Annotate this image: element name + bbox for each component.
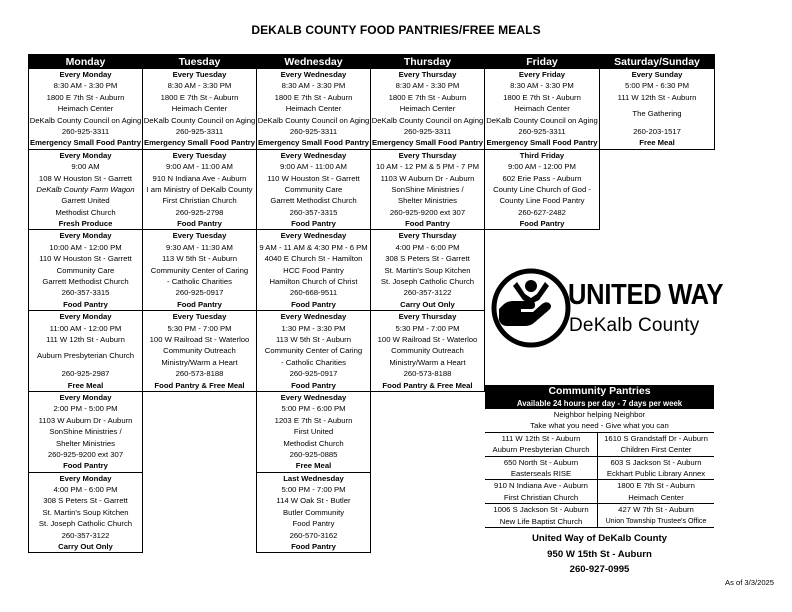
listing-address: 4040 E Church St - Hamilton (264, 254, 363, 264)
listing-address: 100 W Railroad St - Waterloo (149, 335, 250, 344)
listing-site: Auburn Presbyterian Church (37, 351, 134, 361)
listing-type: Food Pantry (291, 380, 336, 390)
listing-address: 1800 E 7th St - Auburn (160, 92, 239, 102)
listing-cell (371, 311, 485, 392)
listing-cell (257, 230, 371, 311)
listing-org: Ministry/Warm a Heart (389, 357, 466, 367)
listing-site: Community Outreach (391, 346, 464, 356)
listing-cell (485, 69, 600, 150)
community-location (598, 480, 714, 504)
community-location (598, 457, 714, 481)
listing-address: 100 W Railroad St - Waterloo (377, 335, 478, 344)
listing-site: First United (293, 427, 334, 437)
listing-type: Free Meal (639, 138, 675, 148)
listing-type: Emergency Small Food Pantry (486, 138, 598, 148)
empty-cell (143, 472, 257, 553)
listing-org: DeKalb County Council on Aging (257, 115, 370, 125)
listing-site: Heimach Center (285, 104, 342, 114)
listing-cell (257, 391, 371, 472)
listing-day: Every Thursday (398, 231, 457, 241)
day-header: Tuesday (143, 55, 257, 69)
listing-site: Butler Community (282, 507, 345, 517)
listing-time: 8:30 AM - 3:30 PM (510, 81, 574, 91)
community-location (485, 480, 598, 504)
location-site: New Life Baptist Church (499, 516, 583, 526)
listing-site: St. Martin's Soup Kitchen (384, 265, 471, 275)
listing-org: Methodist Church (55, 207, 116, 217)
listing-time: 4:00 PM - 6:00 PM (53, 485, 118, 495)
community-location (598, 433, 714, 457)
listing-cell (371, 149, 485, 230)
location-site: Children First Center (620, 445, 692, 455)
listing-address: 114 W Oak St - Butler (276, 496, 351, 506)
listing-address: 1203 E 7th St - Auburn (274, 415, 353, 425)
listing-time: 5:30 PM - 7:00 PM (167, 323, 232, 333)
listing-org: St. Joseph Catholic Church (38, 519, 133, 529)
listing-address: 308 S Peters St - Garrett (43, 496, 128, 506)
listing-org: Shelter Ministries (398, 196, 457, 206)
location-site: Eckhart Public Library Annex (606, 468, 706, 478)
listing-time: 9 AM - 11 AM & 4:30 PM - 6 PM (259, 242, 368, 252)
listing-cell (257, 472, 371, 553)
location-address: 427 W 7th St - Auburn (618, 505, 694, 515)
location-address: 603 S Jackson St - Auburn (610, 457, 702, 467)
listing-address: 910 N Indiana Ave - Auburn (152, 173, 247, 183)
listing-phone: 260-925-9200 ext 307 (389, 207, 466, 217)
listing-org: County Line Food Pantry (499, 196, 585, 206)
listing-cell (29, 391, 143, 472)
listing-org: Garrett Methodist Church (42, 277, 129, 287)
listing-org: Garrett United (61, 196, 110, 206)
listing-type: Food Pantry & Free Meal (154, 380, 245, 390)
listing-phone: 260-357-3315 (289, 207, 338, 217)
listing-phone: 260-357-3315 (61, 288, 110, 298)
listing-time: 8:30 AM - 3:30 PM (395, 81, 460, 91)
day-header: Monday (29, 55, 143, 69)
listing-site: SonShine Ministries / (391, 184, 464, 194)
listing-day: Every Wednesday (280, 312, 347, 322)
listing-site: Heimach Center (171, 104, 228, 114)
listing-day: Every Wednesday (280, 70, 347, 79)
schedule-row (29, 69, 715, 150)
location-address: 111 W 12th St - Auburn (501, 433, 581, 443)
listing-cell (257, 311, 371, 392)
listing-time: 1:30 PM - 3:30 PM (281, 323, 346, 333)
listing-address: 308 S Peters St - Garrett (385, 254, 470, 264)
listing-day: Every Tuesday (172, 312, 227, 322)
contact-block (485, 531, 714, 578)
location-address: 1006 S Jackson St - Auburn (493, 505, 589, 515)
listing-phone: 260-573-8188 (403, 369, 452, 379)
listing-type: Emergency Small Food Pantry (29, 138, 142, 148)
location-site: Heimach Center (628, 492, 684, 502)
listing-day: Every Monday (59, 150, 112, 160)
location-address: 650 North St - Auburn (503, 457, 579, 467)
listing-phone: 260-925-3311 (403, 126, 452, 136)
listing-type: Food Pantry (519, 219, 565, 229)
listing-phone: 260-357-3122 (403, 288, 452, 298)
listing-address: 110 W Houston St - Garrett (39, 254, 132, 264)
listing-address: 1103 W Auburn Dr - Auburn (380, 173, 475, 183)
listing-day: Every Tuesday (172, 150, 227, 160)
community-header (485, 385, 714, 409)
listing-time: 9:00 AM - 11:00 AM (280, 162, 347, 172)
listing-site: SonShine Ministries / (49, 427, 122, 437)
listing-phone: 260-925-2798 (175, 207, 224, 217)
listing-org: DeKalb County Council on Aging (29, 115, 142, 125)
listing-phone: 260-573-8188 (175, 369, 224, 379)
listing-phone: 260-925-3311 (175, 126, 224, 136)
listing-day: Every Wednesday (280, 392, 347, 402)
listing-address: 602 Erie Pass - Auburn (502, 173, 582, 183)
location-site: Union Township Trustee's Office (605, 516, 707, 525)
day-header: Friday (485, 55, 600, 69)
listing-time: 9:00 AM - 11:00 AM (166, 162, 233, 172)
listing-type: Fresh Produce (58, 219, 113, 229)
listing-time: 8:30 AM - 3:30 PM (53, 81, 118, 91)
empty-cell (371, 472, 485, 553)
listing-time: 11:00 AM - 12:00 PM (49, 323, 122, 333)
listing-cell (257, 149, 371, 230)
logo-subtitle: DeKalb County (569, 315, 700, 336)
listing-type: Food Pantry (291, 542, 336, 552)
listing-site: Community Care (56, 265, 115, 275)
empty-cell (143, 391, 257, 472)
listing-address: 108 W Houston St - Garrett (38, 173, 133, 183)
location-site: Easterseals RISE (510, 468, 572, 478)
listing-phone: 260-925-3311 (61, 126, 110, 136)
listing-phone: 260-925-2987 (61, 369, 110, 379)
community-intro: Neighbor helping Neighbor (553, 410, 646, 419)
listing-type: Carry Out Only (400, 299, 455, 309)
listing-cell (29, 311, 143, 392)
listing-cell (485, 149, 600, 230)
listing-address: 1103 W Auburn Dr - Auburn (38, 415, 133, 425)
listing-address: 1800 E 7th St - Auburn (46, 92, 125, 102)
listing-type: Food Pantry (177, 299, 222, 309)
listing-type: Food Pantry (63, 299, 108, 309)
location-address: 910 N Indiana Ave - Auburn (494, 481, 588, 491)
day-header-row (29, 55, 715, 69)
listing-address: 113 W 5th St - Auburn (275, 335, 352, 344)
listing-site: Heimach Center (57, 104, 114, 114)
listing-site: DeKalb County Farm Wagon (36, 184, 135, 194)
listing-org: Food Pantry (292, 519, 335, 529)
listing-time: 9:30 AM - 11:30 AM (166, 242, 233, 252)
listing-type: Food Pantry & Free Meal (382, 380, 473, 390)
listing-phone: 260-925-0917 (175, 288, 224, 298)
listing-time: 2:00 PM - 5:00 PM (53, 404, 118, 414)
location-site: First Christian Church (503, 492, 579, 502)
listing-address: 113 W 5th St - Auburn (161, 254, 238, 264)
listing-site: St. Martin's Soup Kitchen (42, 507, 129, 517)
listing-org: - Catholic Charities (281, 357, 346, 367)
listing-cell (29, 472, 143, 553)
listing-address: 1800 E 7th St - Auburn (503, 92, 581, 102)
listing-site: I am Ministry of DeKalb County (146, 184, 253, 194)
listing-day: Every Monday (59, 312, 112, 322)
listing-cell (143, 69, 257, 150)
listing-org: DeKalb County Council on Aging (143, 115, 256, 125)
listing-time: 10:00 AM - 12:00 PM (49, 242, 122, 252)
listing-cell (143, 149, 257, 230)
listing-address: 1800 E 7th St - Auburn (274, 92, 353, 102)
listing-day: Every Tuesday (172, 70, 227, 79)
listing-phone: 260-203-1517 (633, 126, 681, 136)
listing-phone: 260-357-3122 (61, 530, 110, 540)
listing-type: Free Meal (295, 461, 332, 471)
logo-name: UNITED WAY (568, 279, 724, 311)
listing-org: Hamilton Church of Christ (269, 277, 358, 287)
listing-cell (29, 149, 143, 230)
listing-time: 5:00 PM - 6:00 PM (281, 404, 346, 414)
listing-day: Every Monday (59, 392, 112, 402)
day-header: Thursday (371, 55, 485, 69)
listing-time: 4:00 PM - 6:00 PM (395, 242, 460, 252)
as-of-date: As of 3/3/2025 (725, 578, 774, 587)
listing-cell (143, 230, 257, 311)
location-address: 1610 S Grandstaff Dr - Auburn (604, 433, 708, 443)
listing-site: The Gathering (632, 109, 682, 119)
day-header: Saturday/Sunday (600, 55, 715, 69)
listing-type: Emergency Small Food Pantry (257, 138, 370, 148)
listing-day: Every Thursday (398, 70, 457, 79)
listing-type: Carry Out Only (58, 542, 113, 552)
listing-cell (600, 69, 715, 150)
community-location (485, 433, 598, 457)
community-intro: Take what you need - Give what you can (530, 421, 669, 431)
listing-day: Every Friday (518, 70, 566, 79)
day-header: Wednesday (257, 55, 371, 69)
listing-day: Third Friday (519, 150, 565, 160)
schedule-row (29, 149, 715, 230)
listing-phone: 260-925-0885 (289, 449, 338, 459)
listing-org: Garrett Methodist Church (270, 196, 357, 206)
listing-day: Every Tuesday (172, 231, 227, 241)
listing-org: Methodist Church (283, 438, 344, 448)
listing-cell (29, 69, 143, 150)
listing-phone: 260-925-0917 (289, 369, 338, 379)
listing-day: Last Wednesday (283, 473, 344, 483)
listing-org: - Catholic Charities (167, 277, 232, 287)
listing-cell (29, 230, 143, 311)
listing-time: 5:00 PM - 6:30 PM (624, 81, 690, 91)
empty-cell (600, 149, 715, 230)
listing-phone: 260-668-9511 (289, 288, 338, 298)
listing-phone: 260-925-3311 (518, 126, 566, 136)
listing-type: Food Pantry (405, 219, 450, 229)
listing-site: HCC Food Pantry (283, 265, 344, 275)
listing-address: 1800 E 7th St - Auburn (388, 92, 467, 102)
listing-org: DeKalb County Council on Aging (486, 115, 598, 125)
listing-time: 8:30 AM - 3:30 PM (167, 81, 232, 91)
listing-org: First Christian Church (162, 196, 237, 206)
community-pantries-panel (485, 385, 714, 528)
listing-address: 111 W 12th St - Auburn (617, 92, 697, 102)
listing-phone: 260-925-9200 ext 307 (47, 449, 124, 459)
listing-day: Every Thursday (398, 312, 457, 322)
community-location (598, 504, 714, 528)
listing-day: Every Wednesday (280, 231, 347, 241)
listing-site: Community Care (284, 184, 343, 194)
listing-phone: 260-570-3162 (289, 530, 338, 540)
listing-phone: 260-925-3311 (289, 126, 338, 136)
contact-phone: 260-927-0995 (569, 564, 630, 575)
listing-type: Food Pantry (177, 219, 222, 229)
listing-address: 110 W Houston St - Garrett (267, 173, 360, 183)
listing-time: 9:00 AM - 12:00 PM (508, 162, 576, 172)
listing-type: Free Meal (67, 380, 104, 390)
listing-org: DeKalb County Council on Aging (371, 115, 484, 125)
location-address: 1800 E 7th St - Auburn (617, 481, 695, 491)
listing-type: Emergency Small Food Pantry (143, 138, 256, 148)
listing-cell (371, 230, 485, 311)
listing-time: 5:00 PM - 7:00 PM (281, 485, 346, 495)
listing-site: Heimach Center (399, 104, 456, 114)
community-location (485, 457, 598, 481)
listing-day: Every Sunday (631, 70, 683, 79)
listing-day: Every Thursday (398, 150, 457, 160)
listing-site: Heimach Center (514, 104, 570, 114)
page-title: DEKALB COUNTY FOOD PANTRIES/FREE MEALS (251, 23, 541, 37)
listing-site: Community Center of Caring (150, 265, 249, 275)
listing-day: Every Wednesday (280, 150, 347, 160)
listing-org: Ministry/Warm a Heart (161, 357, 238, 367)
listing-time: 9:00 AM (71, 162, 100, 172)
location-site: Auburn Presbyterian Church (492, 445, 590, 455)
listing-phone: 260-627-2482 (518, 207, 566, 217)
empty-cell (371, 391, 485, 472)
listing-site: Community Center of Caring (264, 346, 363, 356)
listing-cell (257, 69, 371, 150)
listing-type: Emergency Small Food Pantry (371, 138, 484, 148)
community-subtitle: Available 24 hours per day - 7 days per week (516, 399, 683, 408)
listing-cell (371, 69, 485, 150)
listing-org: St. Joseph Catholic Church (380, 277, 475, 287)
listing-day: Every Monday (59, 70, 112, 79)
listing-org: Shelter Ministries (56, 438, 115, 448)
contact-org: United Way of DeKalb County (531, 533, 668, 544)
listing-site: Community Outreach (163, 346, 236, 356)
listing-type: Food Pantry (63, 461, 108, 471)
listing-time: 10 AM - 12 PM & 5 PM - 7 PM (376, 162, 479, 172)
contact-address: 950 W 15th St - Auburn (547, 548, 652, 560)
listing-type: Food Pantry (291, 299, 336, 309)
listing-cell (143, 311, 257, 392)
listing-site: County Line Church of God - (493, 184, 591, 194)
listing-time: 5:30 PM - 7:00 PM (395, 323, 460, 333)
listing-day: Every Monday (59, 473, 112, 483)
community-title: Community Pantries (548, 385, 651, 397)
community-location-grid (485, 432, 714, 528)
listing-type: Food Pantry (291, 219, 336, 229)
community-location (485, 504, 598, 528)
listing-address: 111 W 12th St - Auburn (46, 335, 125, 344)
listing-day: Every Monday (59, 231, 112, 241)
listing-time: 8:30 AM - 3:30 PM (281, 81, 346, 91)
